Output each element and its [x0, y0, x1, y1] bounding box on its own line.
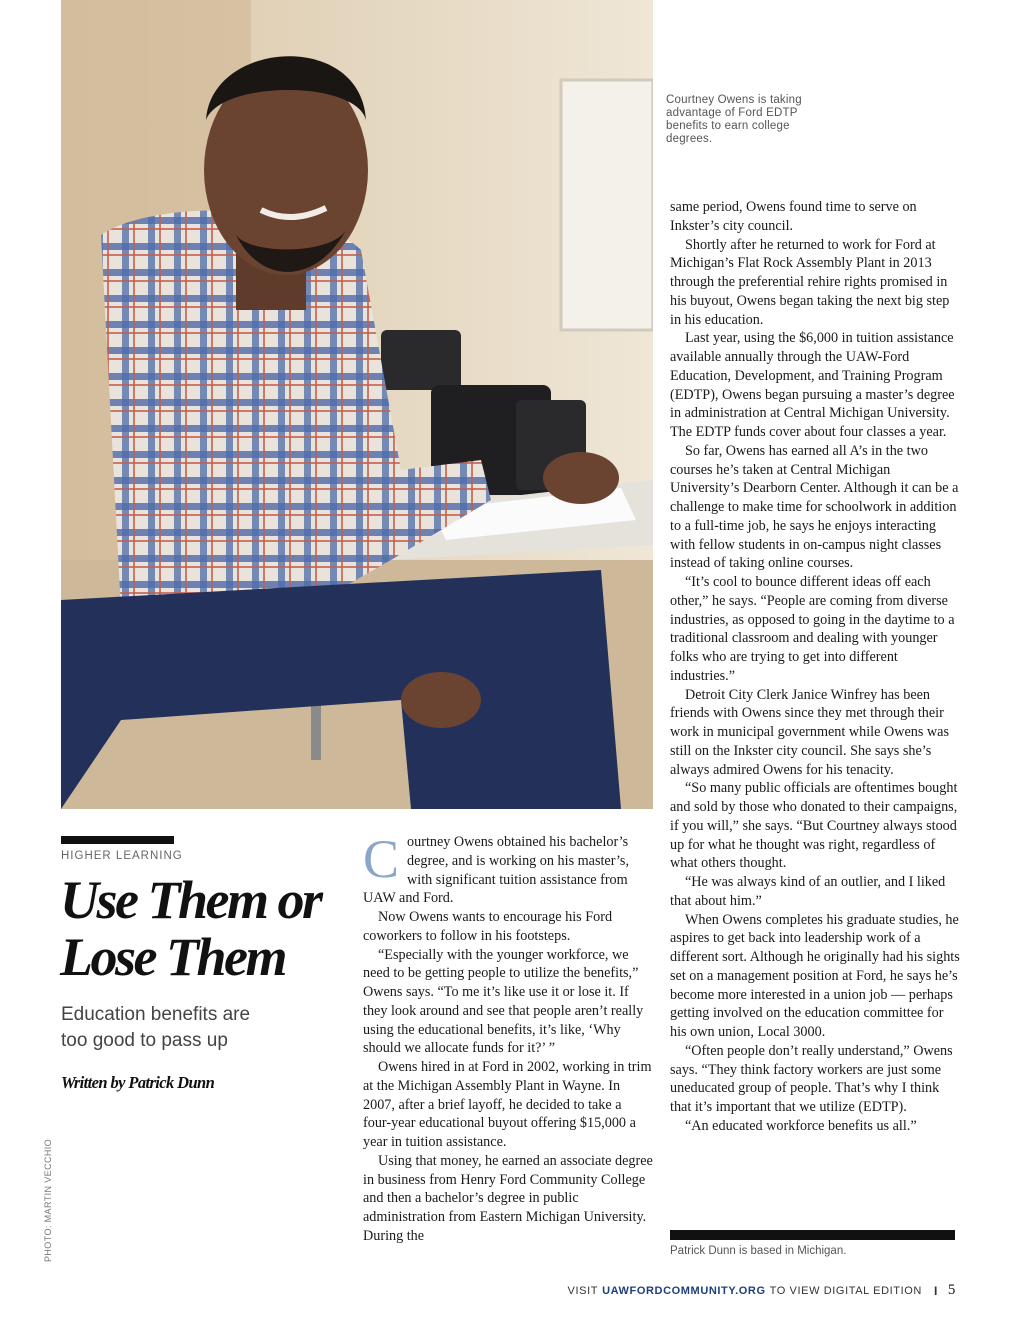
- footer-suffix: TO VIEW DIGITAL EDITION: [769, 1284, 922, 1297]
- page-footer: [568, 1282, 956, 1299]
- paragraph: Detroit City Clerk Janice Winfrey has been friends with Owens since they met through their work in municipal government while Owens was still on the Inkster city council. She says she’s always admired Owens for his tenacity.: [670, 686, 949, 778]
- subheadline-line: too good to pass up: [61, 1030, 228, 1051]
- section-label: HIGHER LEARNING: [61, 850, 183, 862]
- article-column-right: [670, 198, 960, 1136]
- paragraph: “So many public officials are oftentimes bought and sold by those who donated to their campaigns, if you will,” she says. “But Courtney always stood up for what he thought was right, regardless of what others thought.: [670, 780, 958, 872]
- lead-paragraph: [363, 829, 653, 908]
- paragraph: So far, Owens has earned all A’s in the two courses he’s taken at Central Michigan University’s Dearborn Center. Although it can be a challenge to make time for schoolwork in addition to a full-time job, he says he enjoys interacting with fellow students in on-campus night classes instead of taking online courses.: [670, 442, 959, 572]
- footer-prefix: VISIT: [567, 1284, 599, 1297]
- article-column-middle: [363, 829, 653, 1246]
- paragraph: Using that money, he earned an associate degree in business from Henry Ford Community College and then a bachelor’s degree in public administration from Eastern Michigan University. During the: [363, 1152, 653, 1244]
- paragraph: “He was always kind of an outlier, and I liked that about him.”: [670, 874, 946, 909]
- paragraph: same period, Owens found time to serve on Inkster’s city council.: [670, 199, 917, 234]
- subheadline-line: Education benefits are: [61, 1004, 251, 1025]
- paragraph: Now Owens wants to encourage his Ford coworkers to follow in his footsteps.: [363, 909, 613, 944]
- byline: Written by Patrick Dunn: [61, 1073, 215, 1092]
- photo-illustration: [61, 0, 653, 809]
- paragraph: When Owens completes his graduate studies, he aspires to get back into leadership work of a different sort. Although he originally had his sights set on a management position at Ford, he says he’s become more interested in a union job — perhaps getting involved on the education committee for his own union, Local 3000.: [670, 911, 960, 1040]
- portrait-photo: [61, 0, 653, 809]
- paragraph: “Often people don’t really understand,” Owens says. “They think factory workers are just some uneducated group of people. That’s why I think that it’s important that we utilize (EDTP).: [670, 1042, 953, 1115]
- paragraph: “An educated workforce benefits us all.”: [685, 1117, 917, 1134]
- paragraph: Shortly after he returned to work for Ford at Michigan’s Flat Rock Assembly Plant in 2013 through the preferential rehire rights promised in his buyout, Owens began taking the next big step in his education.: [670, 236, 950, 328]
- headline: [60, 872, 360, 986]
- author-note: Patrick Dunn is based in Michigan.: [670, 1245, 847, 1257]
- end-rule: [670, 1230, 955, 1240]
- headline-line: Use Them or: [60, 870, 321, 930]
- photo-credit: PHOTO: MARTIN VECCHIO: [43, 1138, 53, 1262]
- subheadline: [61, 1002, 321, 1054]
- paragraph: “It’s cool to bounce different ideas off each other,” he says. “People are coming from diverse industries, as opposed to going in the daytime to a traditional classroom and dealing with younger folks who are trying to get into different industries.”: [670, 574, 955, 684]
- paragraph: Owens hired in at Ford in 2002, working in trim at the Michigan Assembly Plant in Wayne. In 2007, after a brief layoff, he decided to take a four-year educational buyout offering $15,000 a year in tuition assistance.: [363, 1059, 652, 1150]
- lead-text: ourtney Owens obtained his bachelor’s degree, and is working on his master’s, with significant tuition assistance from UAW and Ford.: [363, 834, 629, 907]
- footer-url-link[interactable]: UAWFORDCOMMUNITY.ORG: [602, 1284, 766, 1297]
- paragraph: Last year, using the $6,000 in tuition assistance available annually through the UAW-Ford Education, Development, and Training Program (EDTP), Owens began pursuing a master’s degree in administration at Central Michigan University. The EDTP funds cover about four classes a year.: [670, 330, 955, 440]
- drop-cap: C: [363, 829, 400, 889]
- footer-divider: I: [933, 1283, 938, 1298]
- headline-line: Lose Them: [60, 927, 285, 987]
- page-number: 5: [947, 1282, 956, 1298]
- paragraph: “Especially with the younger workforce, we need to be getting people to utilize the benefits,” Owens says. “To me it’s like use it or lose it. If they look around and see that people aren’t really using the educational benefits, it’s like, ‘Why should we allocate funds for it?’ ”: [363, 946, 644, 1057]
- photo-caption: Courtney Owens is taking advantage of Ford EDTP benefits to earn college degrees.: [666, 94, 802, 145]
- section-rule: [61, 836, 174, 844]
